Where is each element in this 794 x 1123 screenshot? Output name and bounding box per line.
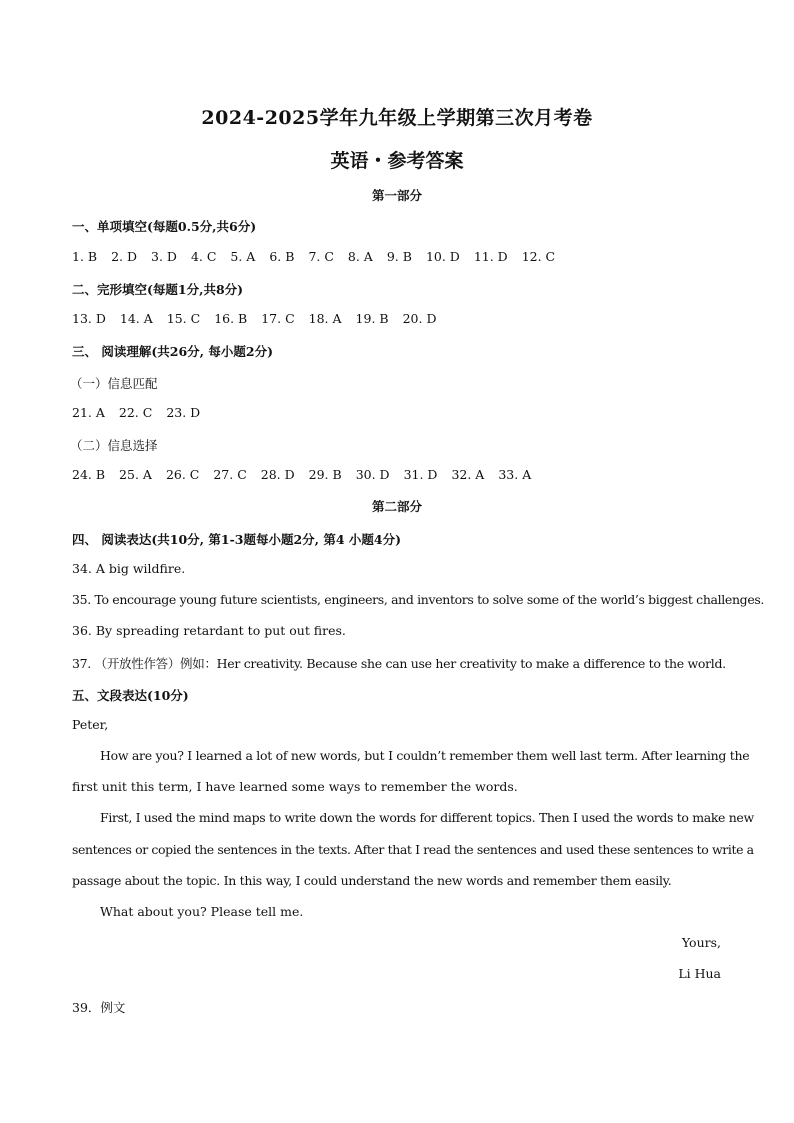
answer-item: 19. B [355,311,389,326]
answer-item: 22. C [118,405,153,420]
answer-item: 10. D [425,249,460,264]
answer-37: 37. （开放性作答）例如：Her creativity. Because she can use her creativity to make a difference to the world. [72,656,726,671]
section3-heading: 三、 阅读理解(共26分, 每小题2分) [72,344,273,359]
answer-item: 25. A [119,467,152,482]
answer-item: 4. C [190,249,217,264]
section4-heading: 四、 阅读表达(共10分, 第1-3题每小题2分, 第4 小题4分) [72,532,402,547]
answer-item: 32. A [451,467,485,482]
answer-item: 29. B [308,467,342,482]
answer-item: 2. D [111,249,138,264]
answer-item: 15. C [166,311,201,326]
section2-answers [72,311,450,326]
answer-34: 34. A big wildfire. [72,561,186,576]
answer-item: 31. D [403,467,438,482]
section3-answers1 [72,405,214,420]
answer-item: 11. D [473,249,508,264]
letter-paragraph3: What about you? Please tell me. [100,904,304,919]
part-one-heading: 第一部分 [371,188,422,203]
answer-item: 13. D [72,311,106,326]
answer-36: 36. By spreading retardant to put out fires. [72,623,346,638]
letter-paragraph2-line2: sentences or copied the sentences in the texts. After that I read the sentences and used these sentences to write a [72,842,754,857]
answer-item: 20. D [402,311,437,326]
answer-item: 17. C [261,311,295,326]
answer-item: 30. D [355,467,390,482]
answer-item: 5. A [230,249,256,264]
answer-item: 23. D [166,405,201,420]
section1-answers [72,249,569,264]
section3-answers2 [72,467,545,482]
answer-item: 14. A [119,311,153,326]
section1-heading: 一、单项填空(每题0.5分,共6分) [72,219,257,234]
answer-35: 35. To encourage young future scientists, engineers, and inventors to solve some of the world’s biggest challenges. [72,592,765,607]
letter-signature: Li Hua [678,966,721,981]
answer-item: 6. B [269,249,295,264]
letter-paragraph1-line1: How are you? I learned a lot of new words, but I couldn’t remember them well last term. After learning the [100,748,750,763]
part-two-heading: 第二部分 [371,499,422,514]
answer-item: 24. B [72,467,106,482]
answer-item: 12. C [521,249,556,264]
letter-greeting: Peter, [72,717,109,732]
answer-item: 26. C [165,467,200,482]
answer-item: 27. C [213,467,247,482]
section2-heading: 二、完形填空(每题1分,共8分) [72,282,244,297]
answer-item: 16. B [214,311,248,326]
document-subtitle: 英语・参考答案 [330,150,464,172]
answer-item: 28. D [260,467,295,482]
letter-paragraph2-line1: First, I used the mind maps to write down the words for different topics. Then I used the words to make new [100,810,754,825]
answer-item: 9. B [386,249,412,264]
answer-item: 3. D [151,249,177,264]
answer-item: 7. C [308,249,334,264]
answer-item: 18. A [308,311,342,326]
answer-item: 33. A [498,467,532,482]
example-essay-label: 39．例文 [72,1000,126,1015]
letter-paragraph2-line3: passage about the topic. In this way, I could understand the new words and remember them easily. [72,873,672,888]
answer-item: 8. A [347,249,373,264]
section5-heading: 五、文段表达(10分) [72,688,189,703]
section3-sub1-heading: （一）信息匹配 [70,376,158,391]
letter-paragraph1-line2: first unit this term, I have learned some ways to remember the words. [72,779,518,794]
answer-item: 21. A [72,405,105,420]
answer-item: 1. B [72,249,98,264]
document-title: 2024-2025学年九年级上学期第三次月考卷 [201,107,593,129]
letter-closing: Yours, [681,935,721,950]
section3-sub2-heading: （二）信息选择 [70,438,158,453]
